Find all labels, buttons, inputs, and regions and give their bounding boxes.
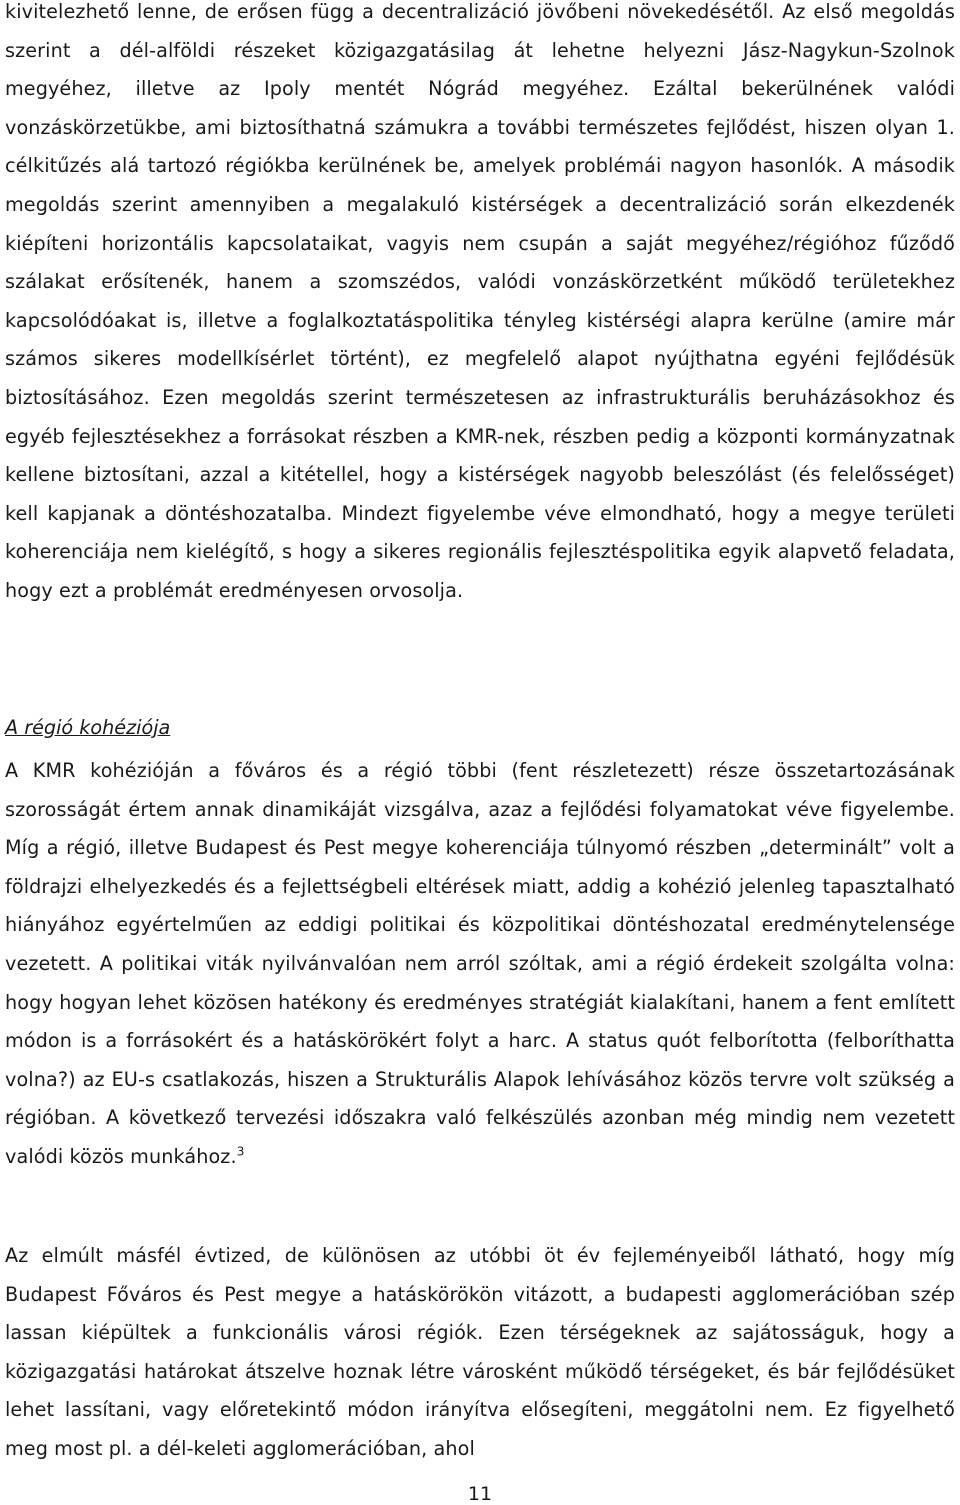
paragraph-cohesion-text: A KMR kohézióján a főváros és a régió többi (fent részletezett) része összetartozásának szorosságát értem annak dinamikáját vizsgálva, azaz a fejlődési folyamatokat véve figyelembe. Míg a régió, illetve Budapest és Pest megye koherenciája túlnyomó részben „determinált” volt a földrajzi elhelyezkedés és a fejlettségbeli eltérések miatt, addig a kohézió jelenleg tapasztalható hiányához egyértelműen az eddigi politikai és közpolitikai döntéshozatal eredménytelensége vezetett. A politikai viták nyilvánvalóan nem arról szóltak, ami a régió érdekeit szolgálta volna: hogy hogyan lehet közösen hatékony és eredményes stratégiát kialakítani, hanem a fent említett módon is a forrásokért és a hatáskörökért folyt a harc. A status quót felborította (felboríthatta volna?) az EU-s csatlakozás, hiszen a Strukturális Alapok lehívásához közös tervre volt szükség a régióban. A következő tervezési időszakra való felkészülés azonban még mindig nem vezetett valódi közös munkához. [5, 759, 955, 1168]
paragraph-decentralization: kivitelezhető lenne, de erősen függ a decentralizáció jövőbeni növekedésétől. Az első megoldás szerint a dél-alföldi részeket közigazgatásilag át lehetne helyezni Jász-Nagykun-Szolnok megyéhez, illetve az Ipoly mentét Nógrád megyéhez. Ezáltal bekerülnének valódi vonzáskörzetükbe, ami biztosíthatná számukra a további természetes fejlődést, hiszen olyan 1. célkitűzés alá tartozó régiókba kerülnének be, amelyek problémái nagyon hasonlók. A második megoldás szerint amennyiben a megalakuló kistérségek a decentralizáció során elkezdenék kiépíteni horizontális kapcsolataikat, vagyis nem csupán a saját megyéhez/régióhoz fűződő szálakat erősítenék, hanem a szomszédos, valódi vonzáskörzetként működő területekhez kapcsolódóakat is, illetve a foglalkoztatáspolitika tényleg kistérségi alapra kerülne (amire már számos sikeres modellkísérlet történt), ez megfelelő alapot nyújthatna egyéni fejlődésük biztosításához. Ezen megoldás szerint természetesen az infrastrukturális beruházásokhoz és egyéb fejlesztésekhez a forrásokat részben a KMR-nek, részben pedig a központi kormányzatnak kellene biztosítani, azzal a kitétellel, hogy a kistérségek nagyobb beleszólást (és felelősséget) kell kapjanak a döntéshozatalba. Mindezt figyelembe véve elmondható, hogy a megye területi koherenciája nem kielégítő, s hogy a sikeres regionális fejlesztéspolitika egyik alapvető feladata, hogy ezt a problémát eredményesen orvosolja. [5, 0, 955, 602]
page-number: 11 [467, 1483, 493, 1505]
paragraph-functional-regions: Az elmúlt másfél évtized, de különösen az utóbbi öt év fejleményeiből látható, hogy míg Budapest Főváros és Pest megye a hatáskörökön vitázott, a budapesti agglomerációban szép lassan kiépültek a funkcionális városi régiók. Ezen térségeknek az sajátosságuk, hogy a közigazgatási határokat átszelve hoznak létre városként működő térségeket, és bár fejlődésüket lehet lassítani, vagy előretekintő módon irányítva elősegíteni, meggátolni nem. Ez figyelhető meg most pl. a dél-keleti agglomerációban, ahol [5, 1244, 955, 1460]
footnote-reference[interactable]: 3 [236, 1144, 245, 1159]
section-heading-region-cohesion: A régió kohéziója [5, 716, 171, 739]
paragraph-cohesion [5, 752, 955, 1177]
